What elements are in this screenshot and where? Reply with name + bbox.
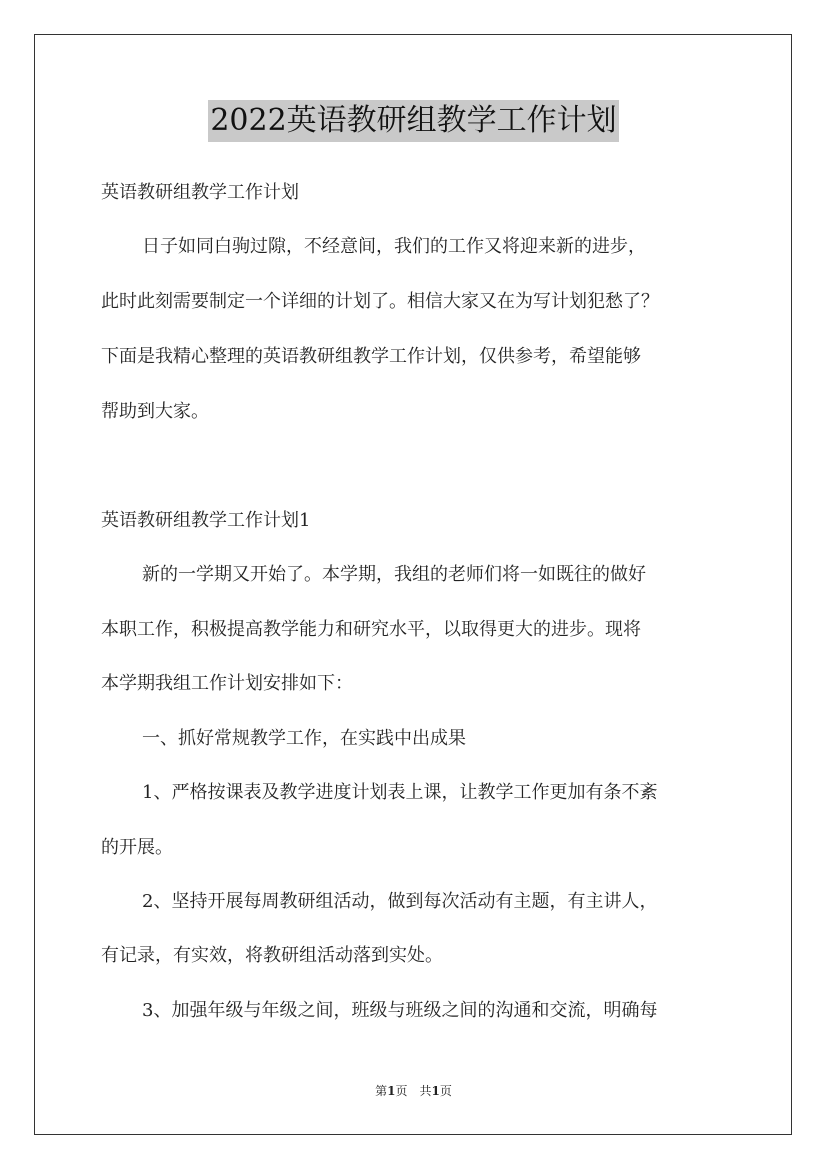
list-item-line: 2、坚持开展每周教研组活动，做到每次活动有主题，有主讲人， bbox=[142, 891, 658, 912]
page-number: 1 bbox=[387, 1084, 396, 1098]
paragraph-line: 帮助到大家。 bbox=[101, 401, 209, 422]
total-pages: 1 bbox=[431, 1084, 440, 1098]
paragraph-line: 新的一学期又开始了。本学期，我组的老师们将一如既往的做好 bbox=[142, 564, 646, 585]
total-prefix: 共 bbox=[419, 1084, 432, 1098]
page-suffix: 页 bbox=[395, 1084, 408, 1098]
list-heading: 一、抓好常规教学工作，在实践中出成果 bbox=[142, 728, 466, 749]
page-footer bbox=[0, 1083, 827, 1099]
section-heading-intro: 英语教研组教学工作计划 bbox=[101, 182, 299, 203]
paragraph-line: 此时此刻需要制定一个详细的计划了。相信大家又在为写计划犯愁了？ bbox=[101, 291, 659, 312]
list-item-line: 有记录，有实效，将教研组活动落到实处。 bbox=[101, 945, 443, 966]
list-item-line: 3、加强年级与年级之间，班级与班级之间的沟通和交流，明确每 bbox=[142, 1000, 658, 1021]
section-heading-plan-1: 英语教研组教学工作计划1 bbox=[101, 510, 311, 531]
list-item-line: 的开展。 bbox=[101, 837, 173, 858]
paragraph-line: 本职工作，积极提高教学能力和研究水平，以取得更大的进步。现将 bbox=[101, 619, 641, 640]
total-suffix: 页 bbox=[439, 1084, 452, 1098]
paragraph-line: 本学期我组工作计划安排如下： bbox=[101, 673, 353, 694]
document-title bbox=[0, 100, 827, 142]
paragraph-line: 日子如同白驹过隙，不经意间，我们的工作又将迎来新的进步， bbox=[142, 236, 646, 257]
list-item-line: 1、严格按课表及教学进度计划表上课，让教学工作更加有条不紊 bbox=[142, 782, 658, 803]
page-prefix: 第 bbox=[375, 1084, 388, 1098]
paragraph-line: 下面是我精心整理的英语教研组教学工作计划，仅供参考，希望能够 bbox=[101, 346, 641, 367]
document-title-text: 2022英语教研组教学工作计划 bbox=[208, 100, 618, 142]
